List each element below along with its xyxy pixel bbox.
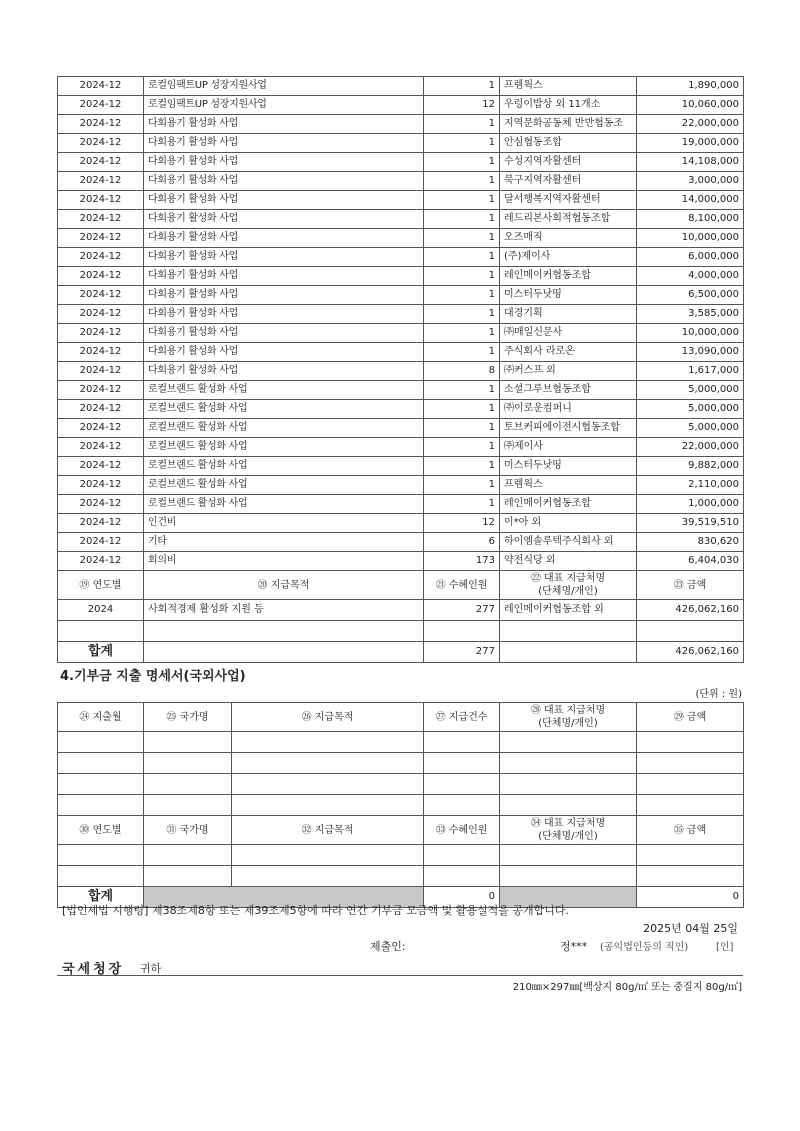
row-purpose: 다회용기 활성화 사업 <box>144 153 424 172</box>
row-amount: 10,060,000 <box>637 96 744 115</box>
submitter-label: 제출인: <box>370 940 406 953</box>
row-count: 1 <box>424 438 500 457</box>
row-count: 12 <box>424 514 500 533</box>
header-year: ⑲ 연도별 <box>58 571 144 600</box>
submitter-role: (공익법인등의 직인) <box>600 942 689 953</box>
table-row <box>58 552 744 571</box>
row-recipient: 이*아 외 <box>500 514 637 533</box>
row-count: 8 <box>424 362 500 381</box>
total-recipients: 0 <box>424 887 500 908</box>
empty-row <box>58 845 744 866</box>
row-count: 1 <box>424 286 500 305</box>
row-count: 1 <box>424 210 500 229</box>
header-purpose: ㉖ 지급목적 <box>232 703 424 732</box>
table-row <box>58 362 744 381</box>
row-purpose: 다회용기 활성화 사업 <box>144 267 424 286</box>
row-purpose: 다회용기 활성화 사업 <box>144 286 424 305</box>
row-amount: 5,000,000 <box>637 419 744 438</box>
row-purpose: 인건비 <box>144 514 424 533</box>
row-recipient: 프렘웍스 <box>500 476 637 495</box>
row-amount: 3,000,000 <box>637 172 744 191</box>
row-month: 2024-12 <box>58 381 144 400</box>
table-row <box>58 438 744 457</box>
row-month: 2024-12 <box>58 362 144 381</box>
header-amount: ㉙ 금액 <box>637 703 744 732</box>
table-row <box>58 210 744 229</box>
domestic-expenditure-table <box>57 76 744 663</box>
row-purpose: 다회용기 활성화 사업 <box>144 115 424 134</box>
row-recipient: ㈜제이사 <box>500 438 637 457</box>
row-month: 2024-12 <box>58 533 144 552</box>
row-count: 1 <box>424 134 500 153</box>
bottom-divider <box>57 975 743 976</box>
row-amount: 22,000,000 <box>637 115 744 134</box>
row-purpose: 로컬브랜드 활성화 사업 <box>144 381 424 400</box>
row-month: 2024-12 <box>58 343 144 362</box>
table-row <box>58 191 744 210</box>
header-representative-line2: (단체명/개인) <box>538 718 598 729</box>
row-amount: 19,000,000 <box>637 134 744 153</box>
row-count: 1 <box>424 267 500 286</box>
row-purpose: 다회용기 활성화 사업 <box>144 248 424 267</box>
row-amount: 6,500,000 <box>637 286 744 305</box>
row-purpose: 다회용기 활성화 사업 <box>144 210 424 229</box>
row-recipient: 북구지역자활센터 <box>500 172 637 191</box>
row-month: 2024-12 <box>58 438 144 457</box>
row-purpose: 다회용기 활성화 사업 <box>144 362 424 381</box>
row-purpose: 다회용기 활성화 사업 <box>144 229 424 248</box>
empty-row <box>58 732 744 753</box>
paper-spec: 210㎜×297㎜[백상지 80g/㎡ 또는 중질지 80g/㎡] <box>512 982 742 993</box>
total-label: 합계 <box>58 642 144 663</box>
header-amount: ㉟ 금액 <box>637 816 744 845</box>
table-row <box>58 172 744 191</box>
table-row <box>58 305 744 324</box>
row-purpose: 로컬브랜드 활성화 사업 <box>144 495 424 514</box>
section-title: 4.기부금 지출 명세서(국외사업) <box>60 669 246 684</box>
row-count: 1 <box>424 457 500 476</box>
table-row <box>58 229 744 248</box>
row-purpose: 로컬브랜드 활성화 사업 <box>144 457 424 476</box>
header-purpose: ㉜ 지급목적 <box>232 816 424 845</box>
row-month: 2024-12 <box>58 229 144 248</box>
table-row <box>58 324 744 343</box>
row-month: 2024-12 <box>58 400 144 419</box>
row-recipient: 소셜그루브협동조합 <box>500 381 637 400</box>
header-month: ㉔ 지출월 <box>58 703 144 732</box>
row-amount: 830,620 <box>637 533 744 552</box>
row-count: 1 <box>424 153 500 172</box>
row-amount: 39,519,510 <box>637 514 744 533</box>
row-count: 1 <box>424 305 500 324</box>
row-amount: 14,000,000 <box>637 191 744 210</box>
overseas-header-row <box>58 703 744 732</box>
row-month: 2024-12 <box>58 552 144 571</box>
table-row <box>58 400 744 419</box>
row-month: 2024-12 <box>58 419 144 438</box>
row-recipient: 안심협동조합 <box>500 134 637 153</box>
row-recipient: 우렁이밥상 외 11개소 <box>500 96 637 115</box>
row-purpose: 다회용기 활성화 사업 <box>144 172 424 191</box>
row-amount: 14,108,000 <box>637 153 744 172</box>
row-amount: 1,617,000 <box>637 362 744 381</box>
row-recipient: ㈜매일신문사 <box>500 324 637 343</box>
empty-row <box>58 621 744 642</box>
row-recipient: ㈜이로운컴퍼니 <box>500 400 637 419</box>
row-amount: 1,890,000 <box>637 77 744 96</box>
table-row <box>58 134 744 153</box>
row-count: 1 <box>424 476 500 495</box>
total-recipients: 277 <box>424 642 500 663</box>
empty-row <box>58 866 744 887</box>
row-month: 2024-12 <box>58 115 144 134</box>
row-recipient: 약전식당 외 <box>500 552 637 571</box>
total-row <box>58 642 744 663</box>
row-purpose: 기타 <box>144 533 424 552</box>
row-count: 1 <box>424 115 500 134</box>
row-amount: 1,000,000 <box>637 495 744 514</box>
submission-date: 2025년 04월 25일 <box>643 922 738 935</box>
overseas-yearly-header-row <box>58 816 744 845</box>
row-recipient: 레인메이커협동조합 <box>500 495 637 514</box>
row-amount: 6,000,000 <box>637 248 744 267</box>
table-row <box>58 457 744 476</box>
table-row <box>58 286 744 305</box>
header-representative-line1: ㉞ 대표 지급처명 <box>530 818 606 829</box>
table-row <box>58 115 744 134</box>
row-amount: 22,000,000 <box>637 438 744 457</box>
empty-row <box>58 753 744 774</box>
header-count: ㉗ 지급건수 <box>424 703 500 732</box>
row-count: 1 <box>424 191 500 210</box>
legal-notice: [법인세법 시행령] 제38조제8항 또는 제39조제5항에 따라 연간 기부금 모금액 및 활용실적을 공개합니다. <box>62 904 569 917</box>
header-year: ㉚ 연도별 <box>58 816 144 845</box>
row-count: 1 <box>424 248 500 267</box>
row-count: 1 <box>424 172 500 191</box>
table-row <box>58 533 744 552</box>
row-month: 2024-12 <box>58 495 144 514</box>
row-purpose: 회의비 <box>144 552 424 571</box>
table-row <box>58 343 744 362</box>
header-representative-line1: ㉒ 대표 지급처명 <box>530 573 606 584</box>
row-recipient: 지역문화공동체 반반협동조 <box>500 115 637 134</box>
row-count: 173 <box>424 552 500 571</box>
row-count: 1 <box>424 400 500 419</box>
row-purpose: 다회용기 활성화 사업 <box>144 343 424 362</box>
row-amount: 2,110,000 <box>637 476 744 495</box>
header-representative-line2: (단체명/개인) <box>538 831 598 842</box>
unit-label: (단위 : 원) <box>695 689 742 700</box>
row-purpose: 로컬임팩트UP 성장지원사업 <box>144 77 424 96</box>
row-recipient: 프렘웍스 <box>500 77 637 96</box>
header-representative <box>500 703 637 732</box>
row-month: 2024-12 <box>58 305 144 324</box>
row-month: 2024-12 <box>58 210 144 229</box>
yearly-year: 2024 <box>58 600 144 621</box>
header-amount: ㉓ 금액 <box>637 571 744 600</box>
yearly-recipients: 277 <box>424 600 500 621</box>
row-count: 1 <box>424 324 500 343</box>
row-count: 6 <box>424 533 500 552</box>
row-month: 2024-12 <box>58 457 144 476</box>
table-row <box>58 514 744 533</box>
row-month: 2024-12 <box>58 153 144 172</box>
header-purpose: ⑳ 지급목적 <box>144 571 424 600</box>
table-row <box>58 77 744 96</box>
row-purpose: 로컬브랜드 활성화 사업 <box>144 419 424 438</box>
row-purpose: 로컬브랜드 활성화 사업 <box>144 400 424 419</box>
header-representative <box>500 571 637 600</box>
row-amount: 8,100,000 <box>637 210 744 229</box>
yearly-header-row <box>58 571 744 600</box>
row-month: 2024-12 <box>58 96 144 115</box>
row-recipient: 레드리본사회적협동조합 <box>500 210 637 229</box>
header-country: ㉛ 국가명 <box>144 816 232 845</box>
addressee-suffix: 귀하 <box>140 962 162 975</box>
table-row <box>58 153 744 172</box>
row-purpose: 다회용기 활성화 사업 <box>144 191 424 210</box>
header-recipients: ㉝ 수혜인원 <box>424 816 500 845</box>
row-recipient: (주)제이사 <box>500 248 637 267</box>
row-amount: 9,882,000 <box>637 457 744 476</box>
row-recipient: 미스터두낫띵 <box>500 457 637 476</box>
row-recipient: 대경기획 <box>500 305 637 324</box>
row-amount: 4,000,000 <box>637 267 744 286</box>
row-recipient: 레인메이커협동조합 <box>500 267 637 286</box>
yearly-summary-row <box>58 600 744 621</box>
submitter-name: 정*** <box>560 940 588 953</box>
row-recipient: 하이엠솔루텍주식회사 외 <box>500 533 637 552</box>
header-country: ㉕ 국가명 <box>144 703 232 732</box>
yearly-purpose: 사회적경제 활성화 지원 등 <box>144 600 424 621</box>
row-month: 2024-12 <box>58 324 144 343</box>
row-amount: 6,404,030 <box>637 552 744 571</box>
header-recipients: ㉑ 수혜인원 <box>424 571 500 600</box>
row-count: 1 <box>424 77 500 96</box>
table-row <box>58 248 744 267</box>
row-count: 1 <box>424 495 500 514</box>
row-month: 2024-12 <box>58 267 144 286</box>
empty-row <box>58 774 744 795</box>
row-purpose: 로컬브랜드 활성화 사업 <box>144 476 424 495</box>
row-amount: 13,090,000 <box>637 343 744 362</box>
table-row <box>58 267 744 286</box>
row-month: 2024-12 <box>58 134 144 153</box>
row-recipient: 토브커피에이전시협동조합 <box>500 419 637 438</box>
header-representative-line1: ㉘ 대표 지급처명 <box>530 705 606 716</box>
row-amount: 10,000,000 <box>637 229 744 248</box>
row-amount: 10,000,000 <box>637 324 744 343</box>
table-row <box>58 476 744 495</box>
row-purpose: 다회용기 활성화 사업 <box>144 305 424 324</box>
row-month: 2024-12 <box>58 476 144 495</box>
row-purpose: 로컬브랜드 활성화 사업 <box>144 438 424 457</box>
total-label: 합계 <box>58 887 144 908</box>
row-month: 2024-12 <box>58 514 144 533</box>
table-row <box>58 381 744 400</box>
row-purpose: 다회용기 활성화 사업 <box>144 324 424 343</box>
table-row <box>58 419 744 438</box>
row-month: 2024-12 <box>58 248 144 267</box>
header-representative-line2: (단체명/개인) <box>538 586 598 597</box>
row-count: 1 <box>424 419 500 438</box>
row-count: 1 <box>424 229 500 248</box>
empty-row <box>58 795 744 816</box>
row-count: 1 <box>424 343 500 362</box>
row-month: 2024-12 <box>58 286 144 305</box>
row-recipient: 미스터두낫띵 <box>500 286 637 305</box>
row-amount: 5,000,000 <box>637 400 744 419</box>
row-purpose: 로컬임팩트UP 성장지원사업 <box>144 96 424 115</box>
yearly-amount: 426,062,160 <box>637 600 744 621</box>
row-count: 12 <box>424 96 500 115</box>
row-recipient: 주식회사 라로온 <box>500 343 637 362</box>
table-row <box>58 495 744 514</box>
header-representative <box>500 816 637 845</box>
row-recipient: 오즈매직 <box>500 229 637 248</box>
row-recipient: 달서행복지역자활센터 <box>500 191 637 210</box>
overseas-expenditure-table <box>57 702 744 908</box>
row-count: 1 <box>424 381 500 400</box>
row-amount: 5,000,000 <box>637 381 744 400</box>
total-amount: 0 <box>637 887 744 908</box>
total-amount: 426,062,160 <box>637 642 744 663</box>
row-recipient: ㈜커스프 외 <box>500 362 637 381</box>
row-purpose: 다회용기 활성화 사업 <box>144 134 424 153</box>
table-row <box>58 96 744 115</box>
row-amount: 3,585,000 <box>637 305 744 324</box>
addressee: 국세청장 <box>62 962 125 977</box>
yearly-representative: 레인메이커협동조합 외 <box>500 600 637 621</box>
row-recipient: 수성지역자활센터 <box>500 153 637 172</box>
row-month: 2024-12 <box>58 77 144 96</box>
seal-mark: [인] <box>716 942 734 953</box>
row-month: 2024-12 <box>58 191 144 210</box>
row-month: 2024-12 <box>58 172 144 191</box>
